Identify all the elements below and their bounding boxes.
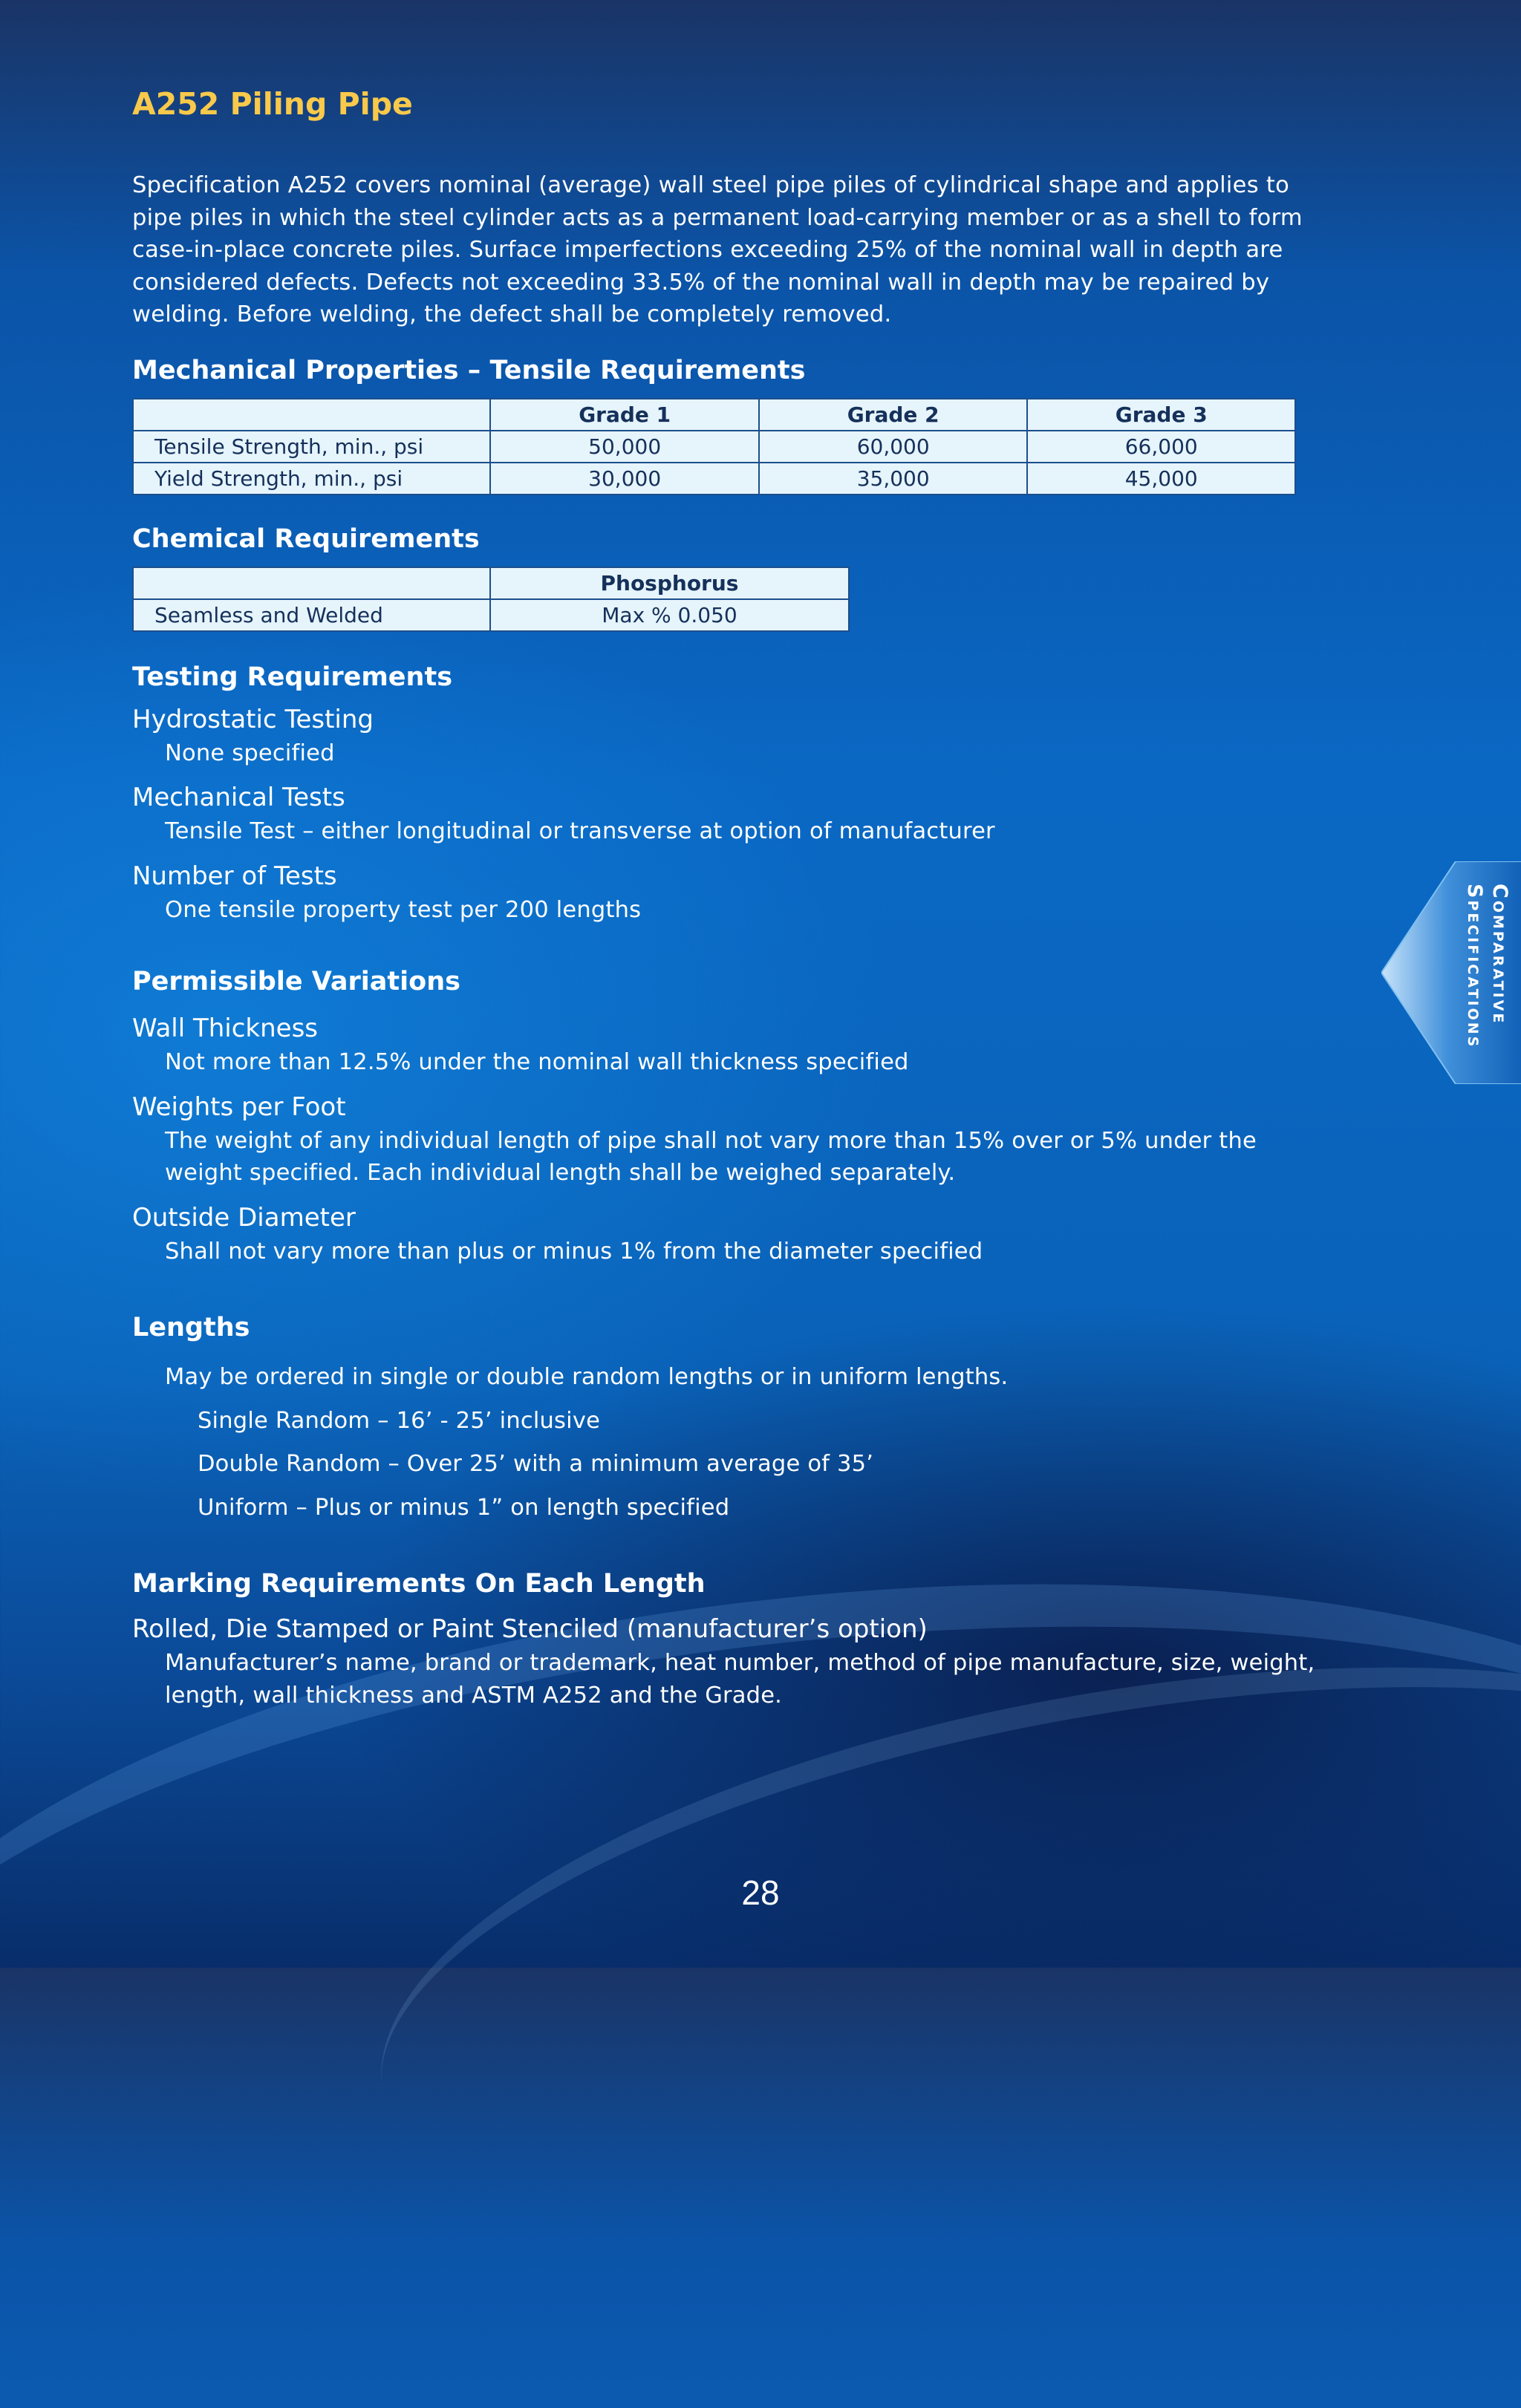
testing-heading: Testing Requirements	[132, 662, 453, 692]
page-title: A252 Piling Pipe	[132, 86, 413, 122]
mechanical-header-row	[133, 399, 1295, 431]
marking-heading: Marking Requirements On Each Length	[132, 1569, 706, 1599]
cell-value: 50,000	[490, 431, 759, 463]
variation-item-title: Weights per Foot	[132, 1092, 346, 1122]
side-tab-line1: Comparative	[1488, 884, 1511, 1025]
testing-item-title: Hydrostatic Testing	[132, 704, 374, 734]
cell-value: 60,000	[759, 431, 1028, 463]
cell-value: 66,000	[1027, 431, 1295, 463]
header-phosphorus: Phosphorus	[490, 567, 849, 599]
lengths-item: Double Random – Over 25’ with a minimum average of 35’	[198, 1451, 874, 1477]
variation-item-text: Not more than 12.5% under the nominal wall thickness specified	[165, 1049, 909, 1075]
lengths-item: Single Random – 16’ - 25’ inclusive	[198, 1407, 601, 1434]
side-tab-line2: Specifications	[1463, 884, 1486, 1049]
lengths-intro: May be ordered in single or double random lengths or in uniform lengths.	[165, 1364, 1009, 1390]
variation-item-title: Outside Diameter	[132, 1202, 356, 1233]
header-grade-3: Grade 3	[1027, 399, 1295, 431]
mechanical-heading: Mechanical Properties – Tensile Requirements	[132, 355, 806, 385]
variations-heading: Permissible Variations	[132, 967, 460, 996]
intro-paragraph: Specification A252 covers nominal (average) wall steel pipe piles of cylindrical shape and applies to pipe piles in which the steel cylinder acts as a permanent load-carrying member or as a shell to form case-in-place concrete piles. Surface imperfections exceeding 25% of the nominal wall in depth are considered defects. Defects not exceeding 33.5% of the nominal wall in depth may be repaired by welding. Before welding, the defect shall be completely removed.	[132, 172, 1303, 327]
chemical-table	[132, 567, 850, 632]
cell-value: 35,000	[759, 463, 1028, 495]
marking-section	[132, 1611, 1335, 1712]
table-row	[133, 463, 1295, 495]
row-label: Yield Strength, min., psi	[133, 463, 490, 495]
variation-item-text: The weight of any individual length of pipe shall not vary more than 15% over or 5% under the weight specified. Each individual length shall be weighed separately.	[165, 1127, 1257, 1186]
table-row	[133, 431, 1295, 463]
header-empty-cell	[133, 399, 490, 431]
chemical-heading: Chemical Requirements	[132, 523, 480, 554]
marking-text: Manufacturer’s name, brand or trademark, heat number, method of pipe manufacture, size, weight, length, wall thickness and ASTM A252 and the Grade.	[165, 1650, 1315, 1709]
variations-section	[132, 1011, 1335, 1267]
header-empty-cell	[133, 567, 490, 599]
marking-title: Rolled, Die Stamped or Paint Stenciled (manufacturer’s option)	[132, 1614, 928, 1644]
cell-value: Max % 0.050	[490, 599, 849, 631]
chemical-header-row	[133, 567, 849, 599]
header-grade-2: Grade 2	[759, 399, 1028, 431]
testing-item-text: None specified	[165, 740, 335, 766]
page-number: 28	[741, 1873, 780, 1912]
side-tab-label[interactable]	[1445, 884, 1512, 1069]
lengths-item: Uniform – Plus or minus 1” on length specified	[198, 1494, 730, 1521]
testing-item-text: One tensile property test per 200 lengths	[165, 896, 642, 923]
mechanical-table	[132, 398, 1296, 495]
testing-item-title: Number of Tests	[132, 861, 337, 891]
testing-item-text: Tensile Test – either longitudinal or transverse at option of manufacturer	[165, 818, 995, 844]
lengths-section	[132, 1361, 1335, 1524]
cell-value: 45,000	[1027, 463, 1295, 495]
header-grade-1: Grade 1	[490, 399, 759, 431]
table-row	[133, 599, 849, 631]
variation-item-text: Shall not vary more than plus or minus 1% from the diameter specified	[165, 1238, 983, 1265]
row-label: Seamless and Welded	[133, 599, 490, 631]
testing-item-title: Mechanical Tests	[132, 783, 345, 812]
testing-section	[132, 702, 1335, 927]
variation-item-title: Wall Thickness	[132, 1014, 319, 1043]
page-content	[132, 80, 1335, 1712]
row-label: Tensile Strength, min., psi	[133, 431, 490, 463]
lengths-heading: Lengths	[132, 1313, 250, 1342]
cell-value: 30,000	[490, 463, 759, 495]
